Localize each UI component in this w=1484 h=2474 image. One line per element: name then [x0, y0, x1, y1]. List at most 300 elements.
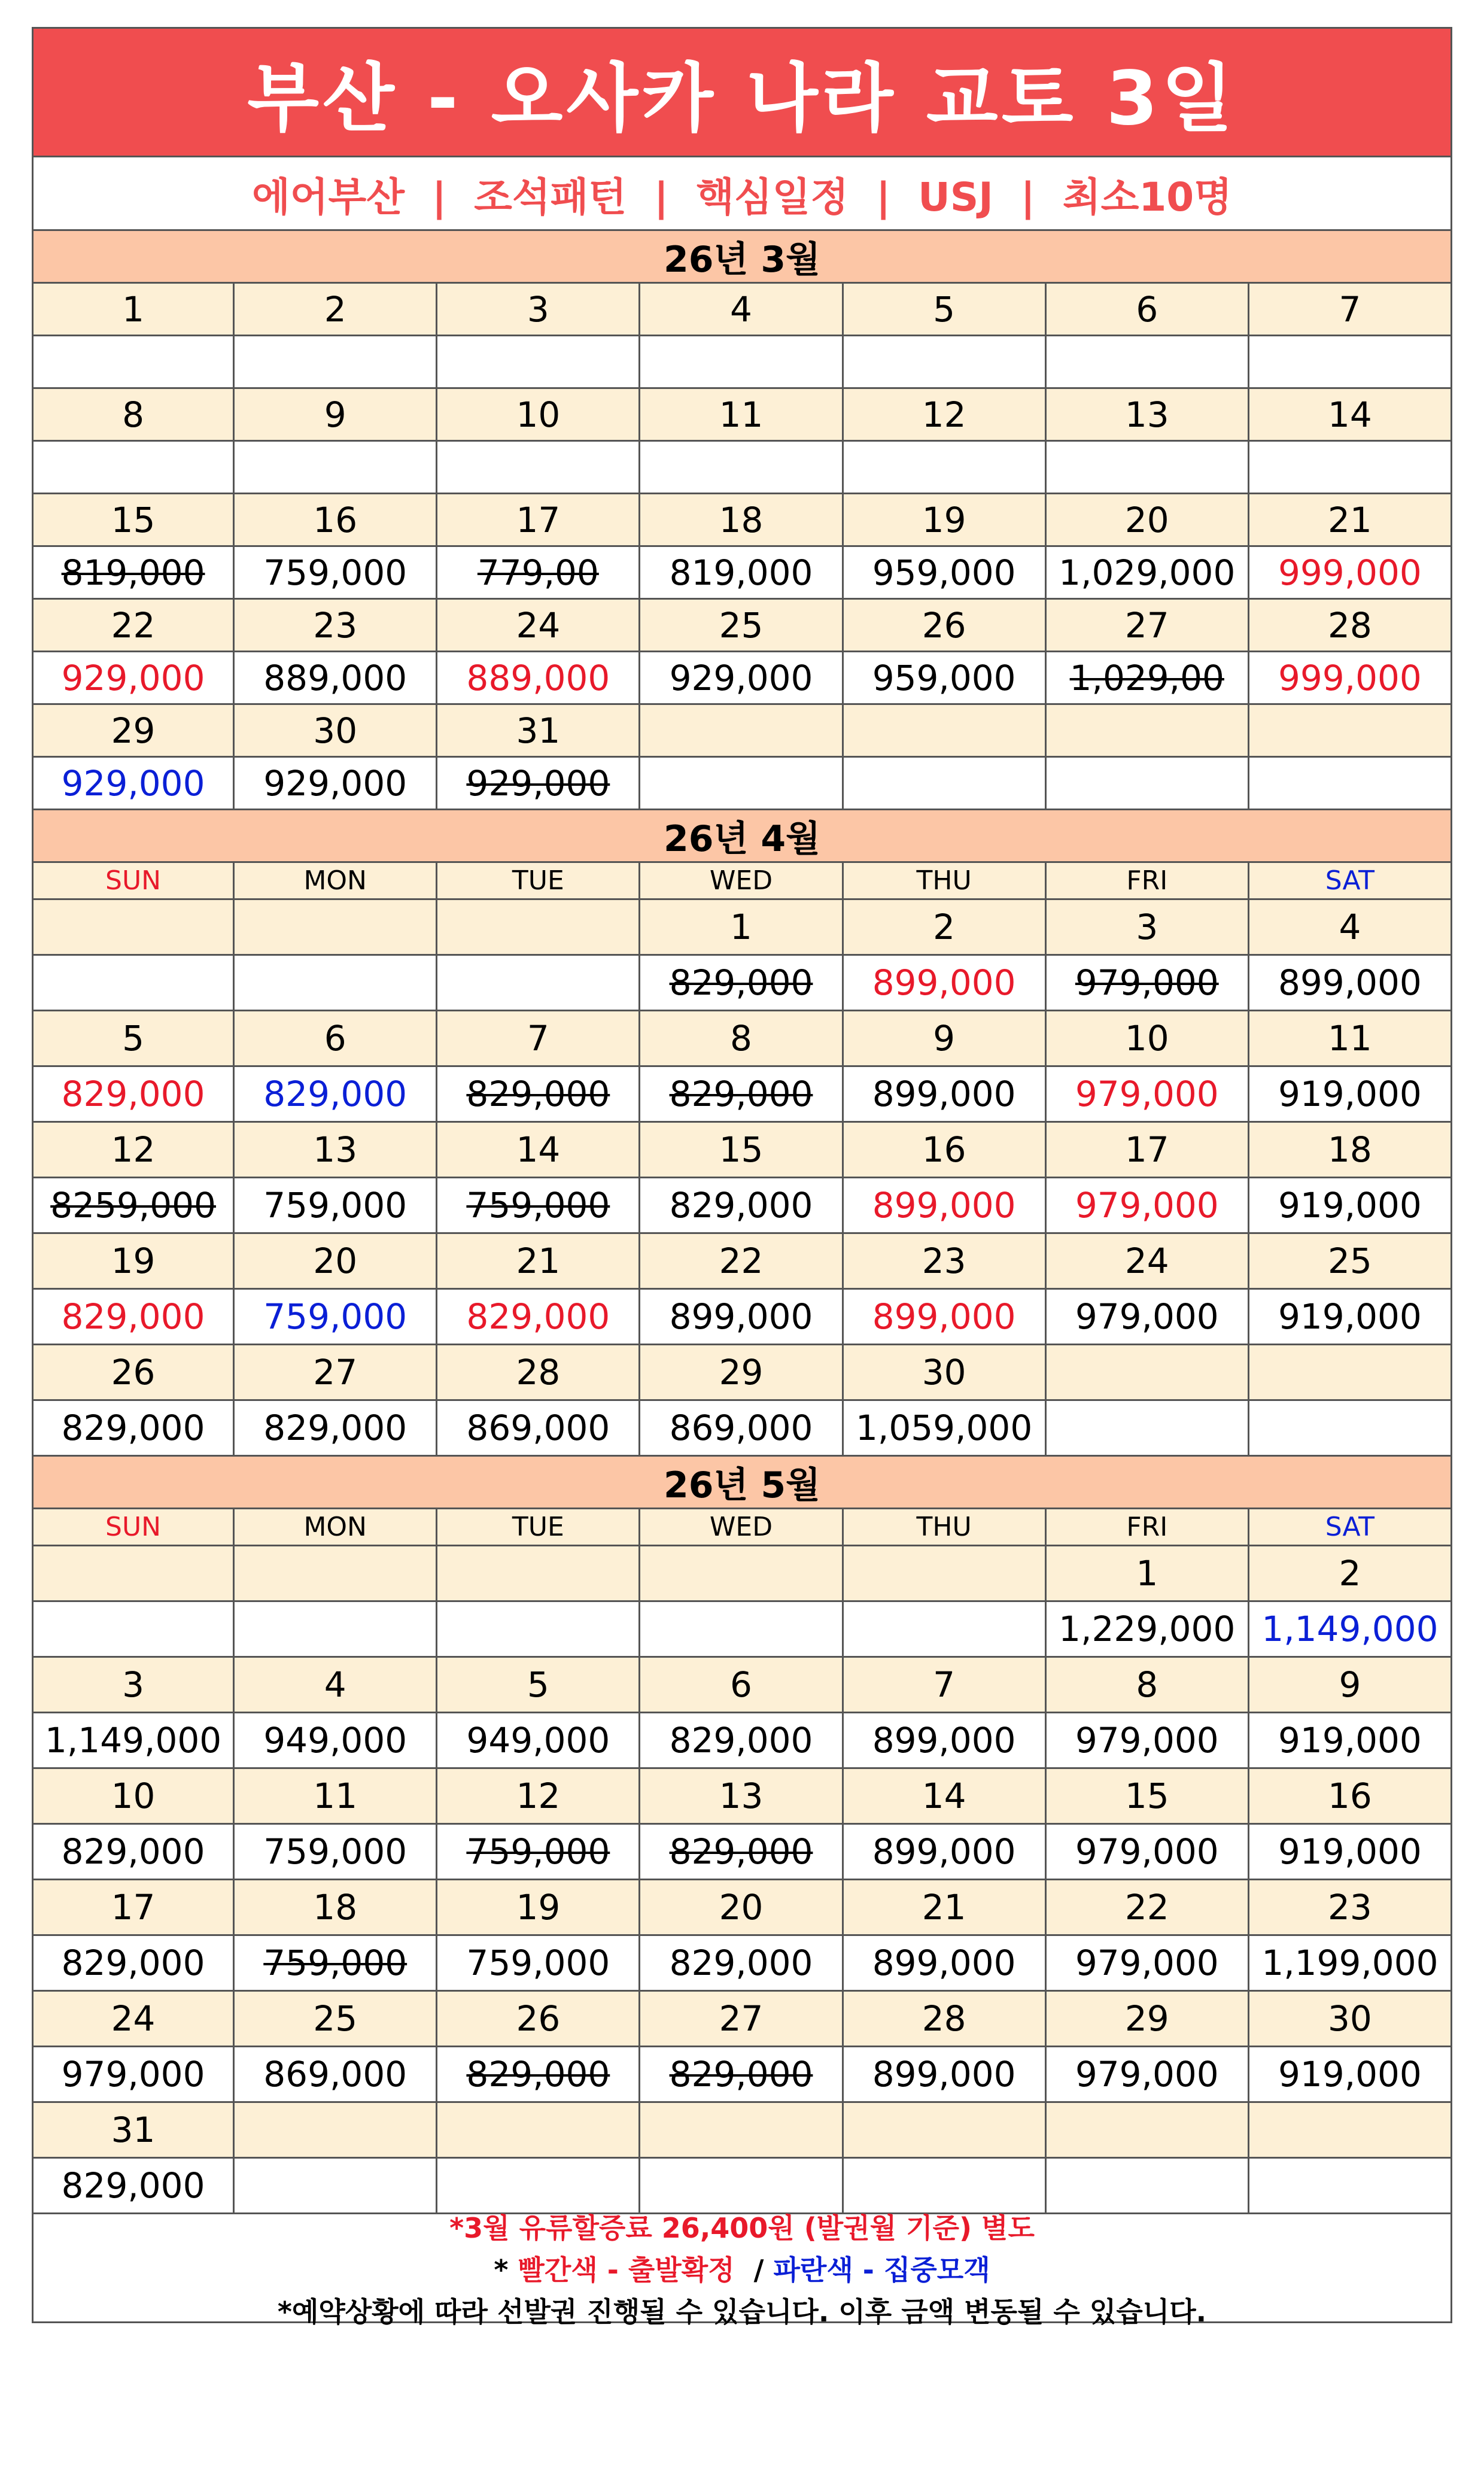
price-cell: [437, 652, 640, 705]
price-value: 929,000: [61, 762, 205, 804]
price-row: [32, 547, 1452, 600]
date-cell: [32, 900, 235, 956]
price-cell: [640, 1290, 843, 1345]
date-cell: 11: [640, 389, 843, 442]
date-cell: 16: [844, 1123, 1047, 1178]
price-cell: [437, 547, 640, 600]
date-cell: 10: [32, 1769, 235, 1825]
price-cell: [844, 1290, 1047, 1345]
date-cell: 24: [437, 600, 640, 652]
date-row: [32, 1234, 1452, 1290]
weekday-label: FRI: [1047, 863, 1249, 900]
price-cell: [1047, 1936, 1249, 1992]
price-cell: [1047, 336, 1249, 389]
price-value: 759,000: [263, 552, 408, 593]
price-cell: [32, 1936, 235, 1992]
price-cell: [32, 336, 235, 389]
price-row: [32, 1067, 1452, 1123]
date-cell: 30: [844, 1345, 1047, 1401]
price-cell: [1249, 1936, 1452, 1992]
price-cell: [1047, 956, 1249, 1011]
price-row: [32, 1290, 1452, 1345]
price-cell: [235, 652, 437, 705]
price-value: 919,000: [1278, 1720, 1422, 1761]
price-value: 1,029,000: [1059, 552, 1236, 593]
price-cell: [1047, 1401, 1249, 1457]
price-cell: [640, 758, 843, 810]
notes-box: [32, 2211, 1452, 2328]
price-value: 999,000: [1278, 552, 1422, 593]
price-value: 999,000: [1278, 657, 1422, 698]
date-cell: 31: [437, 705, 640, 758]
price-cell: [235, 2159, 437, 2214]
date-cell: 6: [235, 1011, 437, 1067]
price-cell: [32, 1825, 235, 1880]
date-cell: 8: [32, 389, 235, 442]
price-cell: [640, 2047, 843, 2103]
legend-blue: 파란색 - 집중모객: [773, 2253, 990, 2286]
price-value: 829,000: [466, 1074, 610, 1114]
price-value: 899,000: [872, 1831, 1016, 1872]
price-cell: [32, 1602, 235, 1658]
price-value: 759,000: [263, 1185, 408, 1226]
date-cell: 13: [640, 1769, 843, 1825]
date-row: [32, 1769, 1452, 1825]
price-value: 929,000: [466, 762, 610, 804]
price-value: 919,000: [1278, 1831, 1422, 1872]
price-value: 979,000: [1075, 1185, 1219, 1226]
price-cell: [437, 1290, 640, 1345]
date-cell: 18: [235, 1880, 437, 1936]
price-value: 759,000: [466, 1185, 610, 1226]
date-row: [32, 900, 1452, 956]
date-cell: 24: [1047, 1234, 1249, 1290]
date-cell: [437, 1546, 640, 1602]
price-cell: [32, 1290, 235, 1345]
date-row: [32, 1345, 1452, 1401]
price-cell: [1249, 1067, 1452, 1123]
weekday-label: WED: [640, 863, 843, 900]
price-value: 829,000: [61, 1943, 205, 1983]
price-cell: [1249, 1713, 1452, 1769]
date-row: [32, 1658, 1452, 1713]
price-cell: [640, 547, 843, 600]
price-cell: [1047, 1713, 1249, 1769]
date-cell: 27: [1047, 600, 1249, 652]
date-cell: 9: [235, 389, 437, 442]
price-cell: [1249, 2159, 1452, 2214]
price-value: 919,000: [1278, 2054, 1422, 2095]
date-cell: 28: [1249, 600, 1452, 652]
date-cell: 10: [437, 389, 640, 442]
price-value: 869,000: [263, 2054, 408, 2095]
weekday-label: TUE: [437, 1509, 640, 1546]
price-cell: [32, 1401, 235, 1457]
date-cell: 11: [1249, 1011, 1452, 1067]
price-row: [32, 1178, 1452, 1234]
price-value: 979,000: [1075, 1074, 1219, 1114]
price-cell: [1047, 547, 1249, 600]
price-value: 979,000: [1075, 1831, 1219, 1872]
price-cell: [844, 652, 1047, 705]
date-cell: 4: [640, 284, 843, 336]
price-value: 829,000: [669, 1831, 813, 1872]
price-row: [32, 1401, 1452, 1457]
date-cell: 19: [437, 1880, 640, 1936]
price-value: 829,000: [669, 1943, 813, 1983]
date-cell: 7: [844, 1658, 1047, 1713]
date-cell: 15: [640, 1123, 843, 1178]
price-value: 829,000: [61, 1831, 205, 1872]
date-row: [32, 494, 1452, 547]
date-cell: 8: [1047, 1658, 1249, 1713]
price-cell: [235, 1290, 437, 1345]
weekday-label: FRI: [1047, 1509, 1249, 1546]
price-value: 759,000: [263, 1831, 408, 1872]
price-cell: [844, 442, 1047, 494]
date-cell: 3: [1047, 900, 1249, 956]
price-value: 889,000: [263, 657, 408, 698]
price-cell: [640, 956, 843, 1011]
price-value: 899,000: [872, 1943, 1016, 1983]
fuel-surcharge-note: *3월 유류할증료 26,400원 (발권월 기준) 별도: [449, 2211, 1035, 2244]
price-value: 979,000: [1075, 1296, 1219, 1337]
price-value: 829,000: [466, 1296, 610, 1337]
price-value: 8259,000: [50, 1185, 216, 1226]
date-cell: 29: [640, 1345, 843, 1401]
date-cell: 7: [1249, 284, 1452, 336]
price-cell: [1249, 1602, 1452, 1658]
date-cell: 9: [1249, 1658, 1452, 1713]
price-value: 829,000: [61, 1408, 205, 1448]
weekday-label: MON: [235, 1509, 437, 1546]
price-row: [32, 336, 1452, 389]
date-cell: 25: [640, 600, 843, 652]
price-cell: [437, 1067, 640, 1123]
price-value: 1,149,000: [44, 1720, 222, 1761]
price-cell: [437, 442, 640, 494]
date-cell: 22: [640, 1234, 843, 1290]
price-value: 889,000: [466, 657, 610, 698]
price-cell: [844, 1825, 1047, 1880]
price-cell: [235, 547, 437, 600]
date-cell: [437, 2103, 640, 2159]
date-cell: 24: [32, 1992, 235, 2047]
weekday-label: SUN: [32, 1509, 235, 1546]
price-cell: [1249, 1290, 1452, 1345]
date-cell: [437, 900, 640, 956]
price-value: 899,000: [669, 1296, 813, 1337]
date-cell: 8: [640, 1011, 843, 1067]
price-cell: [437, 336, 640, 389]
price-value: 899,000: [872, 962, 1016, 1003]
date-cell: [640, 705, 843, 758]
price-value: 919,000: [1278, 1185, 1422, 1226]
date-cell: 9: [844, 1011, 1047, 1067]
date-cell: 29: [32, 705, 235, 758]
date-row: [32, 389, 1452, 442]
weekday-row: [32, 1509, 1452, 1546]
date-cell: 17: [32, 1880, 235, 1936]
price-cell: [1249, 1178, 1452, 1234]
color-legend-note: [494, 2248, 990, 2288]
price-value: 899,000: [872, 2054, 1016, 2095]
date-cell: 1: [640, 900, 843, 956]
date-cell: 22: [32, 600, 235, 652]
date-cell: 26: [844, 600, 1047, 652]
price-cell: [32, 652, 235, 705]
legend-red: 빨간색 - 출발확정: [518, 2253, 735, 2286]
date-cell: 28: [844, 1992, 1047, 2047]
date-cell: 6: [640, 1658, 843, 1713]
date-cell: 7: [437, 1011, 640, 1067]
price-value: 759,000: [263, 1943, 408, 1983]
price-cell: [640, 1178, 843, 1234]
date-cell: [32, 1546, 235, 1602]
price-value: 779,00: [477, 552, 599, 593]
price-cell: [1047, 1602, 1249, 1658]
date-cell: 19: [844, 494, 1047, 547]
price-cell: [235, 2047, 437, 2103]
date-cell: [844, 2103, 1047, 2159]
legend-asterisk: *: [494, 2253, 518, 2286]
price-cell: [235, 1178, 437, 1234]
price-cell: [437, 1602, 640, 1658]
weekday-label: THU: [844, 1509, 1047, 1546]
date-cell: [1249, 2103, 1452, 2159]
date-cell: 28: [437, 1345, 640, 1401]
price-cell: [235, 1825, 437, 1880]
price-value: 829,000: [669, 1074, 813, 1114]
price-value: 1,029,00: [1069, 657, 1224, 698]
price-cell: [1047, 442, 1249, 494]
price-value: 869,000: [669, 1408, 813, 1448]
price-cell: [437, 758, 640, 810]
price-value: 929,000: [669, 657, 813, 698]
date-cell: 5: [32, 1011, 235, 1067]
price-cell: [1249, 336, 1452, 389]
price-value: 949,000: [466, 1720, 610, 1761]
price-cell: [844, 2047, 1047, 2103]
date-cell: [1249, 705, 1452, 758]
price-row: [32, 442, 1452, 494]
date-cell: 12: [32, 1123, 235, 1178]
booking-note: *예약상황에 따라 선발권 진행될 수 있습니다. 이후 금액 변동될 수 있습니다.: [277, 2295, 1207, 2328]
price-value: 759,000: [466, 1943, 610, 1983]
date-cell: 17: [1047, 1123, 1249, 1178]
date-cell: 15: [1047, 1769, 1249, 1825]
price-cell: [32, 547, 235, 600]
price-calendar-sheet: [32, 27, 1452, 2328]
date-cell: 20: [1047, 494, 1249, 547]
date-cell: 16: [235, 494, 437, 547]
price-cell: [1047, 2159, 1249, 2214]
price-value: 829,000: [669, 1720, 813, 1761]
price-value: 959,000: [872, 657, 1016, 698]
price-value: 899,000: [872, 1296, 1016, 1337]
price-cell: [640, 1936, 843, 1992]
date-cell: 12: [844, 389, 1047, 442]
tour-features: 에어부산 | 조석패턴 | 핵심일정 | USJ | 최소10명: [32, 157, 1452, 231]
price-value: 919,000: [1278, 1296, 1422, 1337]
date-row: [32, 1011, 1452, 1067]
weekday-label: TUE: [437, 863, 640, 900]
price-value: 819,000: [669, 552, 813, 593]
date-cell: 30: [1249, 1992, 1452, 2047]
month-header: 26년 5월: [32, 1457, 1452, 1509]
date-cell: 3: [437, 284, 640, 336]
price-cell: [640, 652, 843, 705]
price-cell: [640, 1401, 843, 1457]
price-cell: [32, 2047, 235, 2103]
price-cell: [1249, 2047, 1452, 2103]
price-value: 829,000: [669, 1185, 813, 1226]
price-cell: [437, 956, 640, 1011]
page-title: 부산 - 오사카 나라 교토 3일: [32, 27, 1452, 157]
date-row: [32, 1546, 1452, 1602]
date-row: [32, 284, 1452, 336]
date-cell: [1047, 705, 1249, 758]
price-cell: [1047, 652, 1249, 705]
price-cell: [32, 442, 235, 494]
date-row: [32, 1123, 1452, 1178]
price-cell: [844, 336, 1047, 389]
date-cell: 11: [235, 1769, 437, 1825]
price-cell: [235, 1067, 437, 1123]
date-cell: [1047, 1345, 1249, 1401]
price-value: 829,000: [263, 1074, 408, 1114]
date-cell: 30: [235, 705, 437, 758]
price-value: 899,000: [872, 1185, 1016, 1226]
date-cell: 2: [844, 900, 1047, 956]
date-cell: [235, 2103, 437, 2159]
date-cell: 27: [235, 1345, 437, 1401]
date-cell: 31: [32, 2103, 235, 2159]
date-cell: [235, 1546, 437, 1602]
date-cell: 29: [1047, 1992, 1249, 2047]
price-value: 1,059,000: [856, 1408, 1033, 1448]
date-cell: 21: [1249, 494, 1452, 547]
price-row: [32, 2047, 1452, 2103]
price-value: 1,149,000: [1261, 1609, 1439, 1649]
price-value: 829,000: [61, 1296, 205, 1337]
price-cell: [235, 1936, 437, 1992]
date-cell: 13: [1047, 389, 1249, 442]
date-cell: 14: [1249, 389, 1452, 442]
date-cell: 23: [1249, 1880, 1452, 1936]
date-row: [32, 2103, 1452, 2159]
price-row: [32, 1936, 1452, 1992]
date-cell: 18: [1249, 1123, 1452, 1178]
date-row: [32, 1880, 1452, 1936]
price-cell: [1047, 1825, 1249, 1880]
price-cell: [235, 758, 437, 810]
date-cell: 21: [437, 1234, 640, 1290]
price-value: 919,000: [1278, 1074, 1422, 1114]
price-row: [32, 1825, 1452, 1880]
price-value: 949,000: [263, 1720, 408, 1761]
price-value: 829,000: [669, 962, 813, 1003]
date-cell: 5: [437, 1658, 640, 1713]
weekday-label: SUN: [32, 863, 235, 900]
price-cell: [844, 1713, 1047, 1769]
date-cell: 1: [32, 284, 235, 336]
calendar-months: [32, 231, 1452, 2214]
date-cell: 27: [640, 1992, 843, 2047]
price-cell: [32, 2159, 235, 2214]
date-cell: 22: [1047, 1880, 1249, 1936]
price-value: 979,000: [1075, 2054, 1219, 2095]
date-cell: 20: [235, 1234, 437, 1290]
date-cell: 14: [437, 1123, 640, 1178]
date-cell: 2: [235, 284, 437, 336]
date-cell: 4: [235, 1658, 437, 1713]
price-cell: [32, 1067, 235, 1123]
price-value: 1,199,000: [1261, 1943, 1439, 1983]
price-value: 829,000: [263, 1408, 408, 1448]
price-value: 929,000: [263, 762, 408, 804]
price-cell: [640, 1825, 843, 1880]
date-cell: 19: [32, 1234, 235, 1290]
price-value: 759,000: [263, 1296, 408, 1337]
date-cell: 21: [844, 1880, 1047, 1936]
date-cell: [235, 900, 437, 956]
price-value: 929,000: [61, 657, 205, 698]
date-cell: 6: [1047, 284, 1249, 336]
price-cell: [235, 956, 437, 1011]
price-row: [32, 1602, 1452, 1658]
price-cell: [235, 442, 437, 494]
date-cell: 12: [437, 1769, 640, 1825]
price-cell: [437, 1713, 640, 1769]
price-value: 869,000: [466, 1408, 610, 1448]
price-cell: [32, 956, 235, 1011]
price-cell: [235, 336, 437, 389]
price-cell: [437, 1936, 640, 1992]
price-value: 829,000: [61, 1074, 205, 1114]
weekday-row: [32, 863, 1452, 900]
date-cell: 13: [235, 1123, 437, 1178]
date-cell: 20: [640, 1880, 843, 1936]
price-cell: [1047, 1178, 1249, 1234]
date-cell: 23: [235, 600, 437, 652]
price-value: 899,000: [1278, 962, 1422, 1003]
date-cell: [1249, 1345, 1452, 1401]
price-cell: [437, 1178, 640, 1234]
price-cell: [1249, 956, 1452, 1011]
price-row: [32, 1713, 1452, 1769]
price-row: [32, 652, 1452, 705]
price-cell: [844, 547, 1047, 600]
date-cell: [844, 705, 1047, 758]
date-row: [32, 1992, 1452, 2047]
weekday-label: MON: [235, 863, 437, 900]
month-header: 26년 3월: [32, 231, 1452, 284]
weekday-label: WED: [640, 1509, 843, 1546]
date-cell: [1047, 2103, 1249, 2159]
price-cell: [1047, 758, 1249, 810]
price-cell: [1047, 1290, 1249, 1345]
legend-separator: /: [734, 2253, 774, 2286]
price-cell: [235, 1401, 437, 1457]
price-cell: [437, 1825, 640, 1880]
date-cell: 25: [235, 1992, 437, 2047]
price-cell: [844, 1401, 1047, 1457]
price-cell: [640, 336, 843, 389]
price-cell: [1249, 652, 1452, 705]
price-cell: [1249, 758, 1452, 810]
date-row: [32, 705, 1452, 758]
